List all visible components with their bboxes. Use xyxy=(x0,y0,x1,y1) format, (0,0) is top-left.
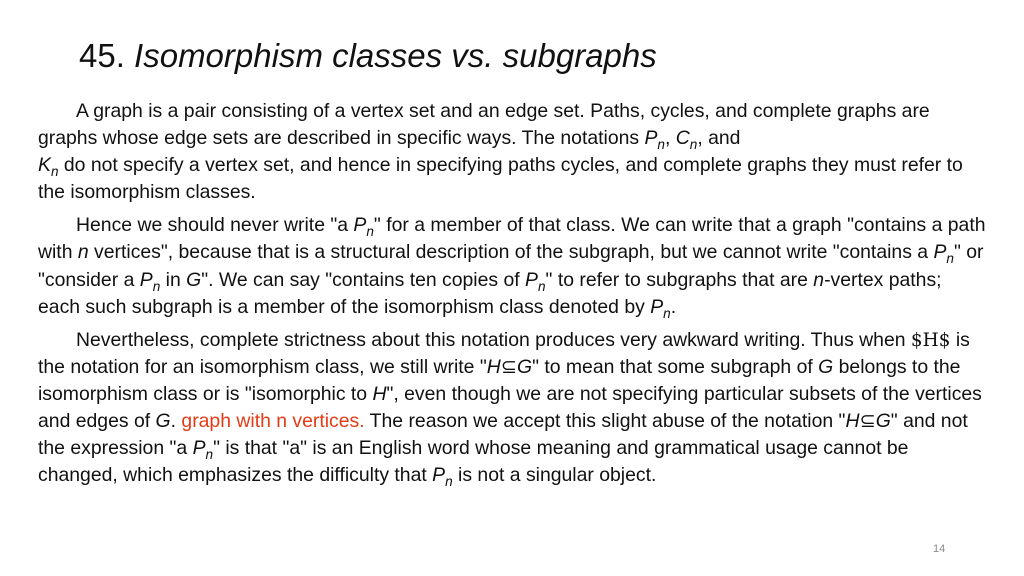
math-subscript: n xyxy=(445,473,453,489)
text-run: " for a member of that class. We can write that a graph "contains a path with xyxy=(38,214,986,264)
raw-latex-text: $H$ xyxy=(910,329,951,351)
text-run: " to refer to subgraphs that are xyxy=(545,268,814,291)
text-run: is not a singular object. xyxy=(452,464,657,487)
text-run: in xyxy=(160,268,187,291)
text-run: " to mean that some subgraph of xyxy=(532,355,819,378)
math-subscript: n xyxy=(50,163,59,179)
text-run: -vertex paths; each such subgraph is a member of the isomorphism class denoted by xyxy=(38,268,942,318)
text-run: " is that "a" is an English word whose meaning and grammatical usage cannot be changed, which emphasizes the difficulty that xyxy=(38,437,909,487)
text-run: is the notation for an isomorphism class, we still write " xyxy=(38,328,970,378)
title-text: Isomorphism classes vs. subgraphs xyxy=(134,37,657,74)
math-subscript: n xyxy=(537,278,546,294)
page-number: 14 xyxy=(933,543,946,555)
math-subscript: n xyxy=(366,224,374,240)
text-run: " or "consider a xyxy=(38,241,984,291)
text-run: vertices", because that is a structural description of the subgraph, but we cannot write "contains a xyxy=(88,241,934,264)
math-var: K xyxy=(38,154,51,177)
math-subscript: n xyxy=(152,278,161,294)
math-var: n xyxy=(77,241,89,264)
slide-body xyxy=(38,98,986,489)
math-var: P xyxy=(432,464,446,487)
math-subscript: n xyxy=(663,305,671,321)
math-var: P xyxy=(353,214,367,237)
text-run: , xyxy=(664,127,676,150)
text-run: " and not the expression "a xyxy=(38,410,968,460)
paragraph-2 xyxy=(38,212,986,320)
highlighted-red-text: graph with n vertices. xyxy=(181,410,365,433)
text-run: do not specify a vertex set, and hence in specifying paths cycles, and complete graphs they must refer to the isomorphism classes. xyxy=(38,154,963,204)
slide-title xyxy=(79,32,979,80)
text-run: ", even though we are not specifying particular subsets of the vertices and edges of xyxy=(38,382,982,433)
math-var: P xyxy=(644,127,658,150)
text-run: belongs to the isomorphism class or is "isomorphic to xyxy=(38,355,961,405)
math-var: P xyxy=(139,268,153,291)
math-var: n xyxy=(813,268,825,291)
math-var: P xyxy=(933,241,947,264)
text-run: Nevertheless, complete strictness about this notation produces very awkward writing. Thus when xyxy=(76,328,911,351)
math-var: H xyxy=(372,382,387,405)
text-run: A graph is a pair consisting of a vertex set and an edge set. Paths, cycles, and complete graphs are graphs whose edge sets are described in specific ways. The notations xyxy=(38,100,930,150)
math-expression: H⊆G xyxy=(845,410,891,433)
text-run: , and xyxy=(697,127,741,150)
math-subscript: n xyxy=(205,446,214,462)
math-var: C xyxy=(675,127,690,150)
text-run: ". We can say "contains ten copies of xyxy=(201,268,526,291)
text-run: The reason we accept this slight abuse of the notation " xyxy=(364,410,846,433)
text-run: . xyxy=(670,295,677,318)
title-number: 45. xyxy=(79,37,125,74)
math-var: G xyxy=(155,410,171,433)
math-var: G xyxy=(818,355,834,378)
math-var: P xyxy=(525,268,538,291)
math-var: G xyxy=(186,268,202,291)
text-run: Hence we should never write "a xyxy=(76,214,354,237)
math-subscript: n xyxy=(946,251,954,267)
math-expression: H⊆G xyxy=(486,355,533,378)
math-subscript: n xyxy=(689,136,698,152)
math-subscript: n xyxy=(657,136,665,152)
text-run: . xyxy=(170,410,182,433)
math-var: P xyxy=(650,295,664,318)
math-var: P xyxy=(192,437,206,460)
paragraph-1 xyxy=(38,98,986,206)
paragraph-3 xyxy=(38,327,986,490)
